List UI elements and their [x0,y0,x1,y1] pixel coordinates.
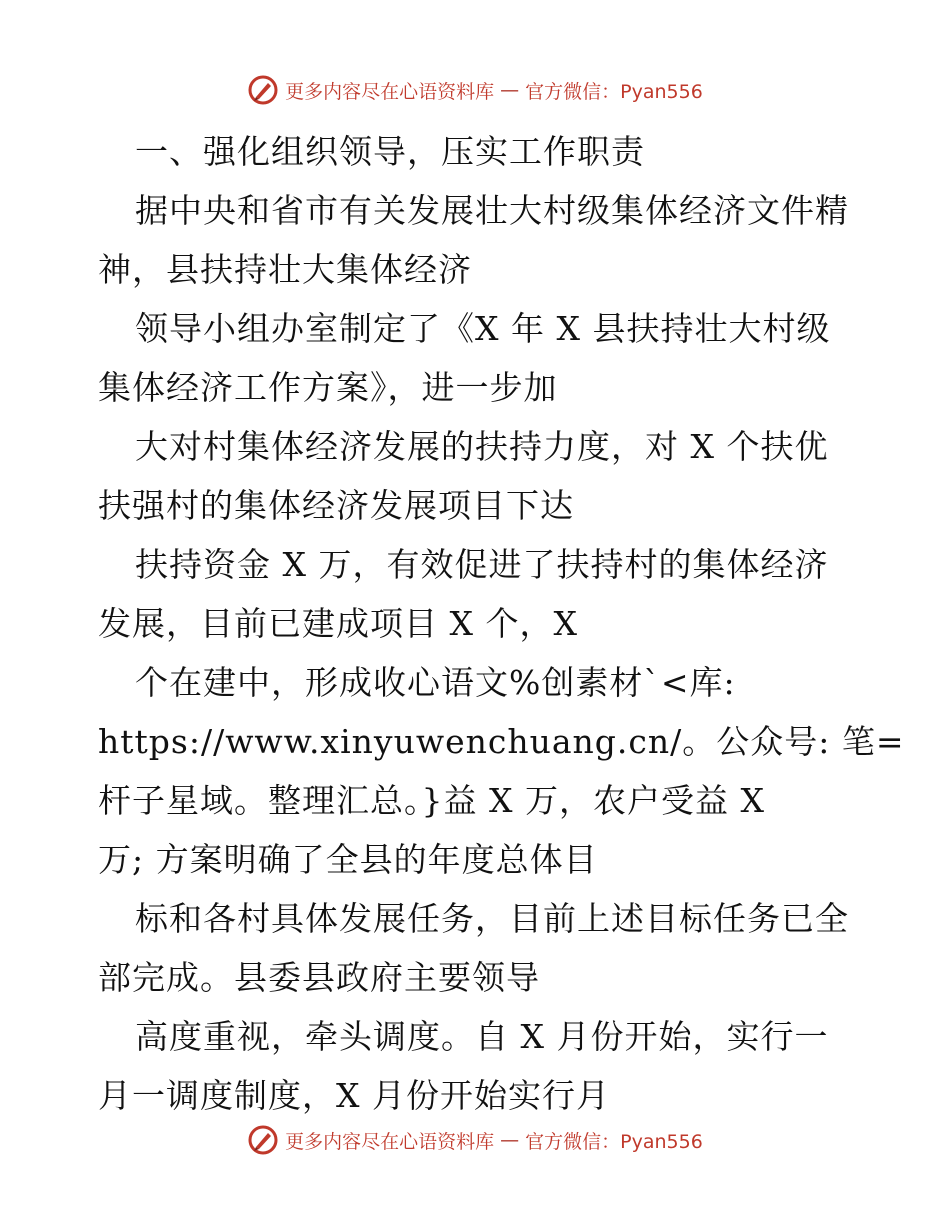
body-line: 大对村集体经济发展的扶持力度，对 X 个扶优 [135,427,829,466]
watermark-wechat-text: 官方微信：Pyan556 [525,1130,703,1153]
section-heading: 一、强化组织领导，压实工作职责 [135,132,645,171]
body-line: 标和各村具体发展任务，目前上述目标任务已全 [135,899,849,938]
watermark-wechat-text: 官方微信：Pyan556 [525,80,703,103]
body-line: 个在建中，形成收心语文%创素材`<库: [135,663,736,702]
pen-logo-icon [247,74,279,106]
watermark-separator: — [500,79,520,101]
body-line: https://www.xinyuwenchuang.cn/。公众号: 笔= [98,722,905,761]
body-line: 万; 方案明确了全县的年度总体目 [98,840,598,879]
body-line: 扶持资金 X 万，有效促进了扶持村的集体经济 [135,545,829,584]
body-line: 月一调度制度，X 月份开始实行月 [98,1076,610,1115]
body-line: 杆子星域。整理汇总。}益 X 万，农户受益 X [98,781,765,820]
body-line: 集体经济工作方案》，进一步加 [98,368,558,407]
body-line: 神，县扶持壮大集体经济 [98,250,472,289]
body-line: 部完成。县委县政府主要领导 [98,958,540,997]
watermark-separator: — [500,1129,520,1151]
document-body [98,122,905,1125]
body-line: 据中央和省市有关发展壮大村级集体经济文件精 [135,191,849,230]
body-line: 领导小组办室制定了《X 年 X 县扶持壮大村级 [135,309,831,348]
body-line: 扶强村的集体经济发展项目下达 [98,486,574,525]
header-watermark [0,70,950,110]
watermark-brand-text: 更多内容尽在心语资料库 [285,1130,495,1153]
pen-logo-icon [247,1124,279,1156]
watermark-brand-text: 更多内容尽在心语资料库 [285,80,495,103]
body-line: 高度重视，牵头调度。自 X 月份开始，实行一 [135,1017,829,1056]
body-line: 发展，目前已建成项目 X 个，X [98,604,578,643]
footer-watermark [0,1120,950,1160]
